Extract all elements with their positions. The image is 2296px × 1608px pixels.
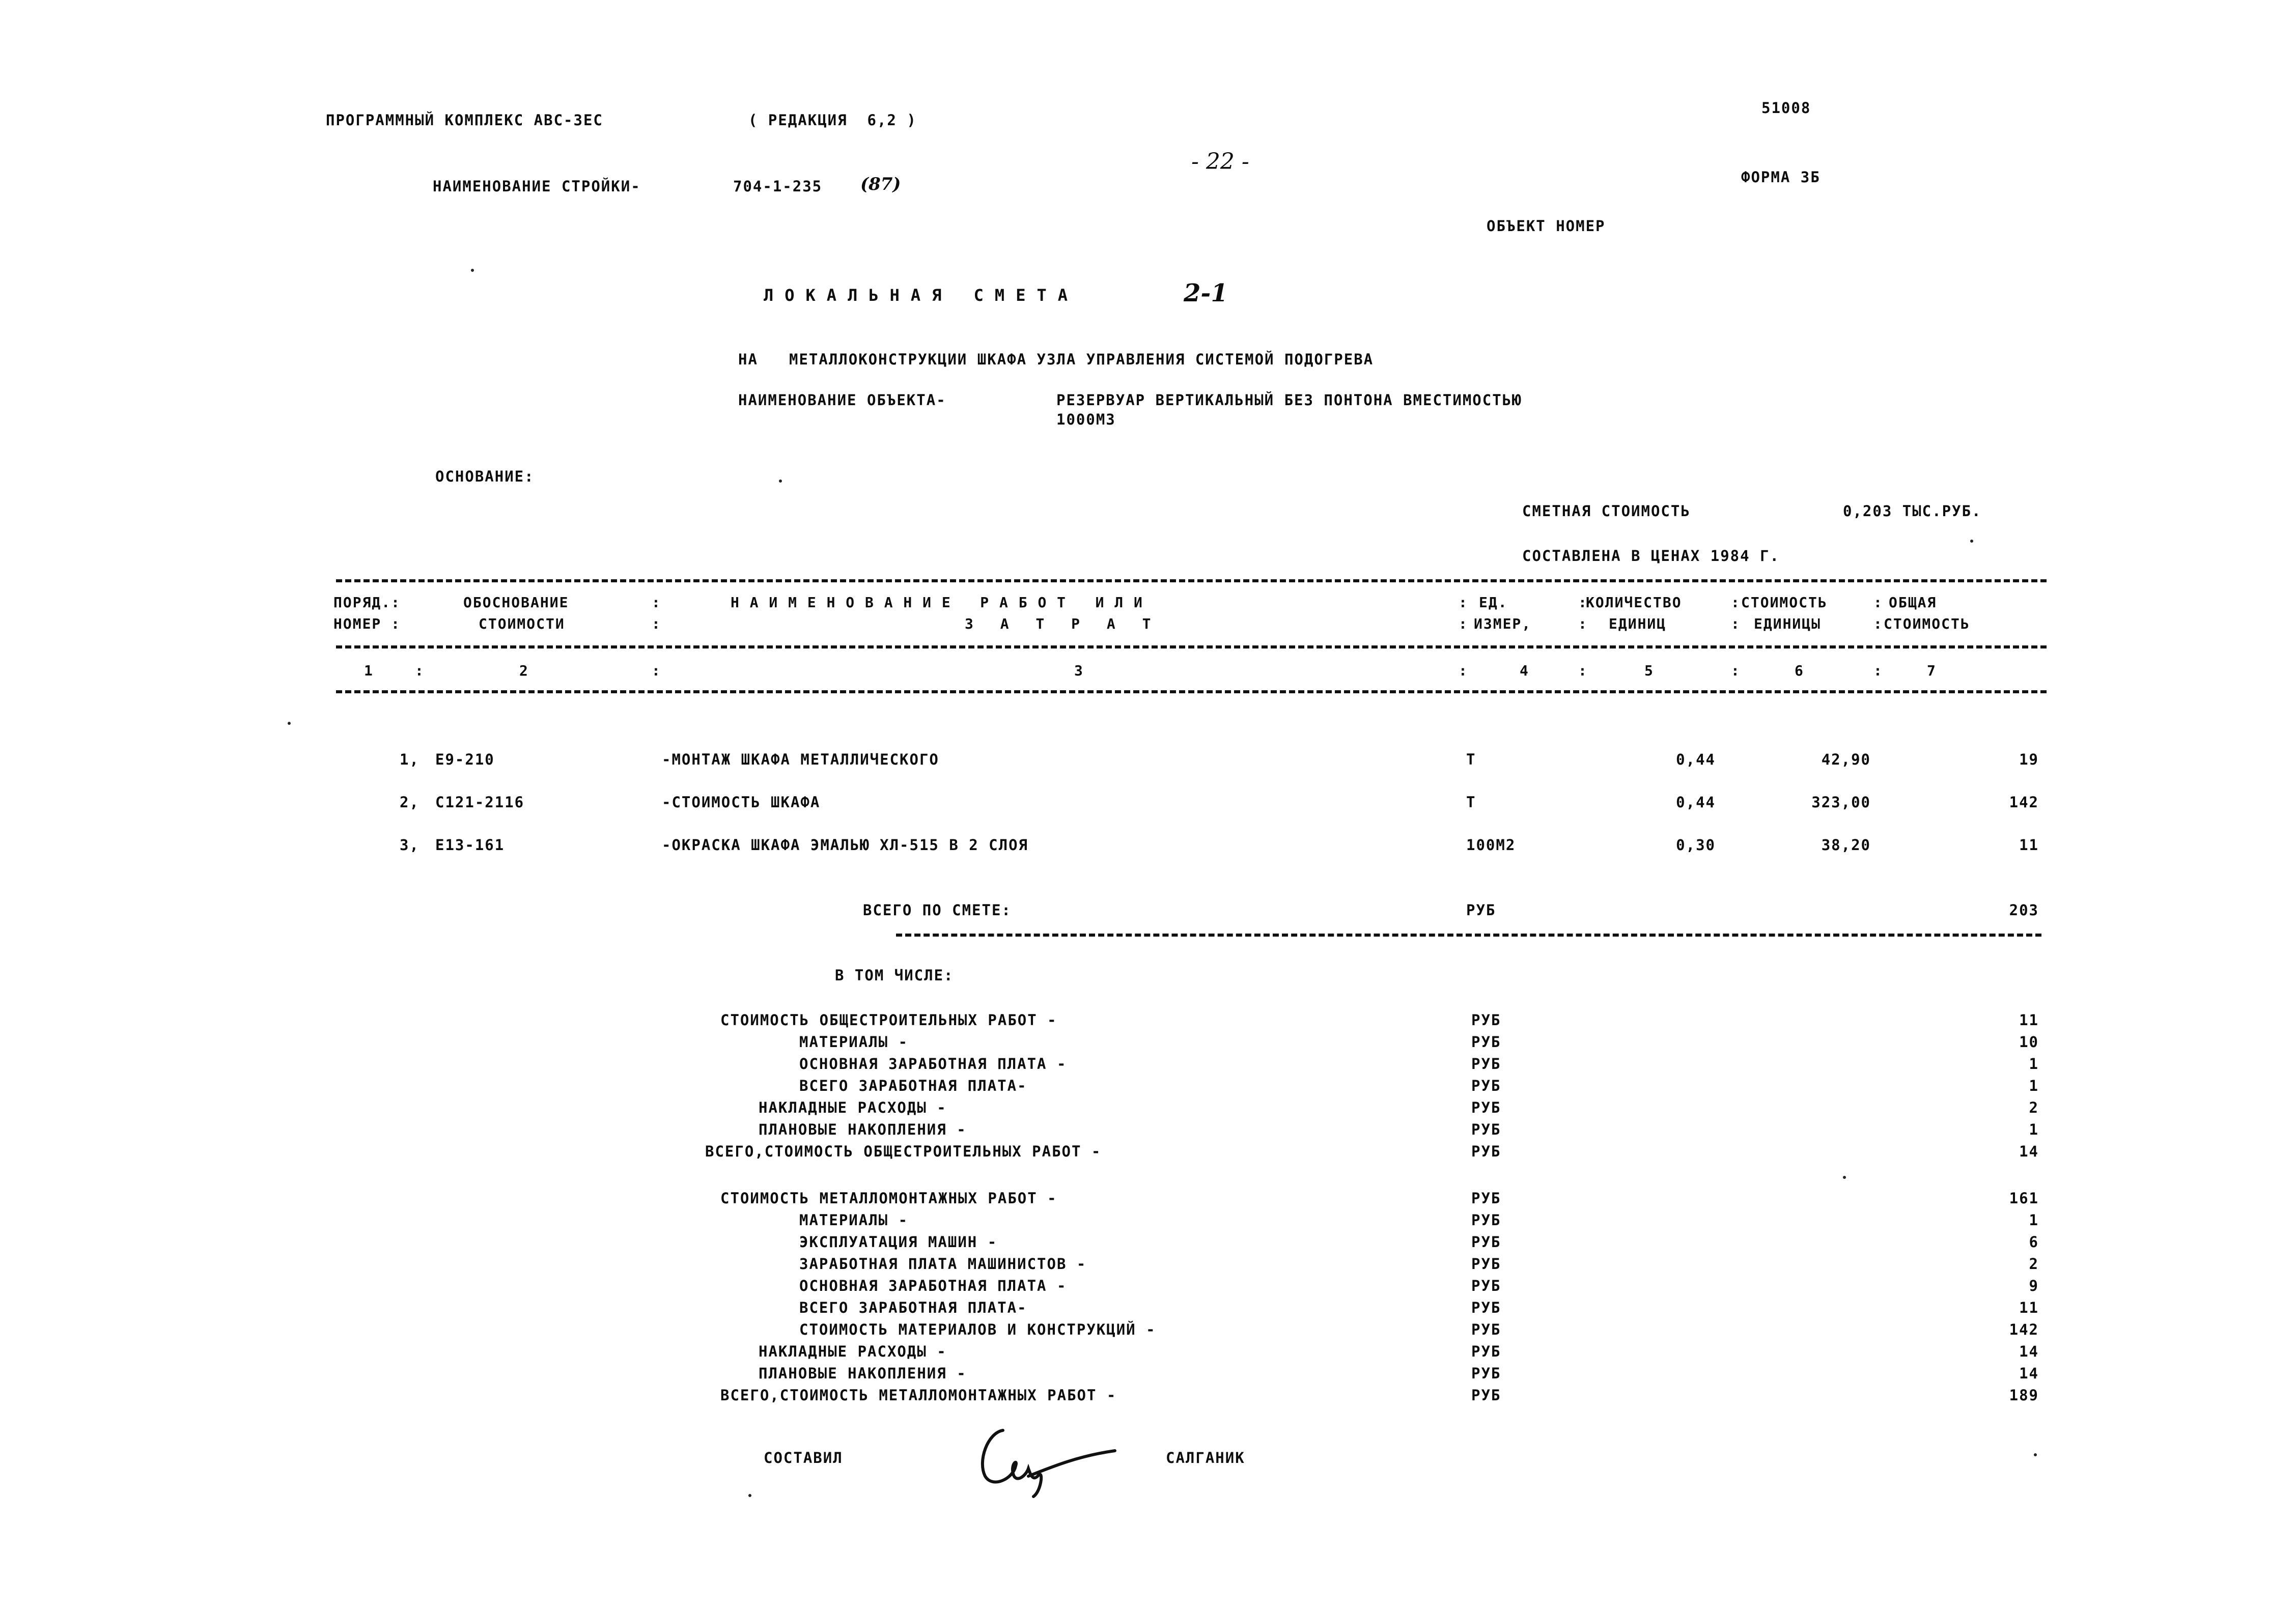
including-label: В ТОМ ЧИСЛЕ: — [835, 967, 954, 984]
breakdown-value: 2 — [2029, 1099, 2039, 1116]
col-sep-e2: : — [1873, 615, 1883, 632]
compiler-name: САЛГАНИК — [1166, 1449, 1245, 1466]
breakdown-unit: РУБ — [1471, 1299, 1501, 1316]
col7-header-line1: ОБЩАЯ — [1889, 594, 1937, 611]
breakdown-unit: РУБ — [1471, 1055, 1501, 1073]
breakdown-value: 142 — [2009, 1321, 2039, 1338]
form-label: ФОРМА 3Б — [1741, 168, 1821, 186]
col-sep-e1: : — [1873, 594, 1883, 611]
breakdown-label: ПЛАНОВЫЕ НАКОПЛЕНИЯ - — [759, 1121, 967, 1138]
breakdown-value: 1 — [2029, 1055, 2039, 1073]
breakdown-unit: РУБ — [1471, 1233, 1501, 1251]
compiled-by-label: СОСТАВИЛ — [764, 1449, 843, 1466]
col-sep-a2: : — [652, 615, 661, 632]
row-unit: Т — [1466, 751, 1476, 768]
col-sep-d1: : — [1731, 594, 1741, 611]
table-rule-top — [336, 579, 2047, 582]
breakdown-unit: РУБ — [1471, 1277, 1501, 1294]
breakdown-unit: РУБ — [1471, 1343, 1501, 1360]
breakdown-label: МАТЕРИАЛЫ - — [799, 1033, 909, 1051]
object-name-line1: РЕЗЕРВУАР ВЕРТИКАЛЬНЫЙ БЕЗ ПОНТОНА ВМЕСТИМОСТЬЮ — [1056, 391, 1522, 409]
construction-handwritten: (87) — [860, 174, 901, 194]
edition-label: ( РЕДАКЦИЯ 6,2 ) — [748, 111, 917, 129]
col-sep-n5: : — [1731, 662, 1741, 679]
col2-header-line1: ОБОСНОВАНИЕ — [463, 594, 569, 611]
breakdown-label: ВСЕГО ЗАРАБОТНАЯ ПЛАТА- — [799, 1077, 1027, 1094]
breakdown-value: 11 — [2019, 1011, 2039, 1029]
breakdown-label: НАКЛАДНЫЕ РАСХОДЫ - — [759, 1343, 947, 1360]
document-code: 51008 — [1761, 99, 1811, 117]
grand-total-value: 203 — [2009, 901, 2039, 919]
document-title: ЛОКАЛЬНАЯ СМЕТА — [764, 286, 1079, 305]
breakdown-label: ВСЕГО,СТОИМОСТЬ ОБЩЕСТРОИТЕЛЬНЫХ РАБОТ - — [705, 1143, 1102, 1160]
signature — [967, 1415, 1120, 1502]
breakdown-value: 161 — [2009, 1190, 2039, 1207]
estimated-cost-value: 0,203 ТЫС.РУБ. — [1843, 502, 1982, 520]
breakdown-value: 1 — [2029, 1121, 2039, 1138]
breakdown-label: ЗАРАБОТНАЯ ПЛАТА МАШИНИСТОВ - — [799, 1255, 1087, 1273]
col-sep-c2: : — [1578, 615, 1588, 632]
col6-header-line1: СТОИМОСТЬ — [1741, 594, 1828, 611]
row-unit-price: 42,90 — [1821, 751, 1871, 768]
col-sep-n4: : — [1578, 662, 1588, 679]
breakdown-label: ВСЕГО ЗАРАБОТНАЯ ПЛАТА- — [799, 1299, 1027, 1316]
breakdown-value: 14 — [2019, 1343, 2039, 1360]
breakdown-value: 189 — [2009, 1387, 2039, 1404]
row-unit-price: 323,00 — [1811, 794, 1871, 811]
breakdown-value: 1 — [2029, 1211, 2039, 1229]
scan-speck — [1970, 540, 1973, 543]
scan-speck — [2034, 1453, 2037, 1456]
col-sep-n6: : — [1873, 662, 1883, 679]
subject-prefix: НА — [738, 351, 758, 368]
col-sep-d2: : — [1731, 615, 1741, 632]
breakdown-label: СТОИМОСТЬ МЕТАЛЛОМОНТАЖНЫХ РАБОТ - — [720, 1190, 1057, 1207]
col1-header-line1: ПОРЯД.: — [333, 594, 401, 611]
row-name: -ОКРАСКА ШКАФА ЭМАЛЬЮ ХЛ-515 В 2 СЛОЯ — [662, 836, 1029, 854]
breakdown-unit: РУБ — [1471, 1143, 1501, 1160]
breakdown-label: СТОИМОСТЬ ОБЩЕСТРОИТЕЛЬНЫХ РАБОТ - — [720, 1011, 1057, 1029]
col-number-1: 1 — [364, 662, 374, 679]
col1-header-line2: НОМЕР : — [333, 615, 401, 632]
estimate-subject: МЕТАЛЛОКОНСТРУКЦИИ ШКАФА УЗЛА УПРАВЛЕНИЯ СИСТЕМОЙ ПОДОГРЕВА — [789, 351, 1374, 368]
row-name: -МОНТАЖ ШКАФА МЕТАЛЛИЧЕСКОГО — [662, 751, 939, 768]
breakdown-value: 1 — [2029, 1077, 2039, 1094]
construction-label: НАИМЕНОВАНИЕ СТРОЙКИ- — [433, 178, 641, 195]
row-unit-price: 38,20 — [1821, 836, 1871, 854]
col5-header-line2: ЕДИНИЦ — [1609, 615, 1667, 632]
col-number-3: 3 — [1074, 662, 1084, 679]
row-basis: Е13-161 — [435, 836, 505, 854]
row-basis: Е9-210 — [435, 751, 495, 768]
row-number: 1, — [400, 751, 419, 768]
col-sep-c1: : — [1578, 594, 1588, 611]
breakdown-unit: РУБ — [1471, 1387, 1501, 1404]
breakdown-unit: РУБ — [1471, 1099, 1501, 1116]
scan-speck — [748, 1494, 751, 1497]
row-name: -СТОИМОСТЬ ШКАФА — [662, 794, 821, 811]
breakdown-label: ПЛАНОВЫЕ НАКОПЛЕНИЯ - — [759, 1365, 967, 1382]
col-sep-b1: : — [1459, 594, 1468, 611]
col4-header-line2: ИЗМЕР, — [1474, 615, 1532, 632]
col5-header-line1: КОЛИЧЕСТВО — [1586, 594, 1682, 611]
breakdown-label: СТОИМОСТЬ МАТЕРИАЛОВ И КОНСТРУКЦИЙ - — [799, 1321, 1156, 1338]
title-handwritten-number: 2-1 — [1184, 279, 1228, 307]
breakdown-label: ОСНОВНАЯ ЗАРАБОТНАЯ ПЛАТА - — [799, 1055, 1067, 1073]
breakdown-unit: РУБ — [1471, 1011, 1501, 1029]
col-number-6: 6 — [1795, 662, 1804, 679]
col4-header-line1: ЕД. — [1479, 594, 1508, 611]
breakdown-value: 9 — [2029, 1277, 2039, 1294]
col6-header-line2: ЕДИНИЦЫ — [1754, 615, 1822, 632]
col-sep-b2: : — [1459, 615, 1468, 632]
scan-speck — [288, 722, 291, 725]
col-sep-a1: : — [652, 594, 661, 611]
col-sep-n1: : — [415, 662, 425, 679]
col7-header-line2: СТОИМОСТЬ — [1884, 615, 1970, 632]
breakdown-value: 6 — [2029, 1233, 2039, 1251]
grand-total-label: ВСЕГО ПО СМЕТЕ: — [863, 901, 1012, 919]
breakdown-value: 14 — [2019, 1143, 2039, 1160]
col-number-5: 5 — [1644, 662, 1654, 679]
col-number-2: 2 — [519, 662, 529, 679]
object-label: НАИМЕНОВАНИЕ ОБЪЕКТА- — [738, 391, 946, 409]
breakdown-label: ОСНОВНАЯ ЗАРАБОТНАЯ ПЛАТА - — [799, 1277, 1067, 1294]
breakdown-value: 14 — [2019, 1365, 2039, 1382]
breakdown-unit: РУБ — [1471, 1365, 1501, 1382]
breakdown-unit: РУБ — [1471, 1033, 1501, 1051]
breakdown-unit: РУБ — [1471, 1211, 1501, 1229]
row-quantity: 0,30 — [1676, 836, 1716, 854]
breakdown-label: ВСЕГО,СТОИМОСТЬ МЕТАЛЛОМОНТАЖНЫХ РАБОТ - — [720, 1387, 1117, 1404]
row-total: 19 — [2019, 751, 2039, 768]
page-number: - 22 - — [1191, 149, 1249, 175]
row-quantity: 0,44 — [1676, 751, 1716, 768]
breakdown-unit: РУБ — [1471, 1321, 1501, 1338]
scan-speck — [471, 269, 474, 272]
breakdown-label: ЭКСПЛУАТАЦИЯ МАШИН - — [799, 1233, 998, 1251]
breakdown-unit: РУБ — [1471, 1121, 1501, 1138]
col2-header-line2: СТОИМОСТИ — [479, 615, 565, 632]
row-number: 2, — [400, 794, 419, 811]
breakdown-unit: РУБ — [1471, 1077, 1501, 1094]
basis-label: ОСНОВАНИЕ: — [435, 468, 535, 485]
row-total: 142 — [2009, 794, 2039, 811]
breakdown-value: 10 — [2019, 1033, 2039, 1051]
scan-speck — [1843, 1176, 1846, 1179]
scan-speck — [779, 479, 782, 483]
row-basis: С121-2116 — [435, 794, 525, 811]
construction-value: 704-1-235 — [733, 178, 823, 195]
table-rule-mid — [336, 645, 2047, 648]
col-number-4: 4 — [1520, 662, 1529, 679]
table-rule-bottom — [336, 690, 2047, 693]
object-number-label: ОБЪЕКТ НОМЕР — [1487, 217, 1606, 235]
row-total: 11 — [2019, 836, 2039, 854]
breakdown-unit: РУБ — [1471, 1255, 1501, 1273]
col-sep-n2: : — [652, 662, 661, 679]
total-rule — [896, 934, 2041, 937]
row-number: 3, — [400, 836, 419, 854]
estimated-cost-label: СМЕТНАЯ СТОИМОСТЬ — [1522, 502, 1691, 520]
object-name-line2: 1000М3 — [1056, 411, 1116, 428]
col3-header-line1: Н А И М Е Н О В А Н И Е Р А Б О Т И Л И — [731, 594, 1143, 611]
row-unit: Т — [1466, 794, 1476, 811]
breakdown-value: 2 — [2029, 1255, 2039, 1273]
row-quantity: 0,44 — [1676, 794, 1716, 811]
breakdown-label: МАТЕРИАЛЫ - — [799, 1211, 909, 1229]
col-sep-n3: : — [1459, 662, 1468, 679]
breakdown-label: НАКЛАДНЫЕ РАСХОДЫ - — [759, 1099, 947, 1116]
grand-total-unit: РУБ — [1466, 901, 1496, 919]
software-name: ПРОГРАММНЫЙ КОМПЛЕКС АВС-3ЕС — [326, 111, 603, 129]
col-number-7: 7 — [1927, 662, 1937, 679]
prices-note: СОСТАВЛЕНА В ЦЕНАХ 1984 Г. — [1522, 547, 1780, 565]
breakdown-value: 11 — [2019, 1299, 2039, 1316]
row-unit: 100М2 — [1466, 836, 1516, 854]
col3-header-line2: З А Т Р А Т — [965, 615, 1160, 632]
breakdown-unit: РУБ — [1471, 1190, 1501, 1207]
